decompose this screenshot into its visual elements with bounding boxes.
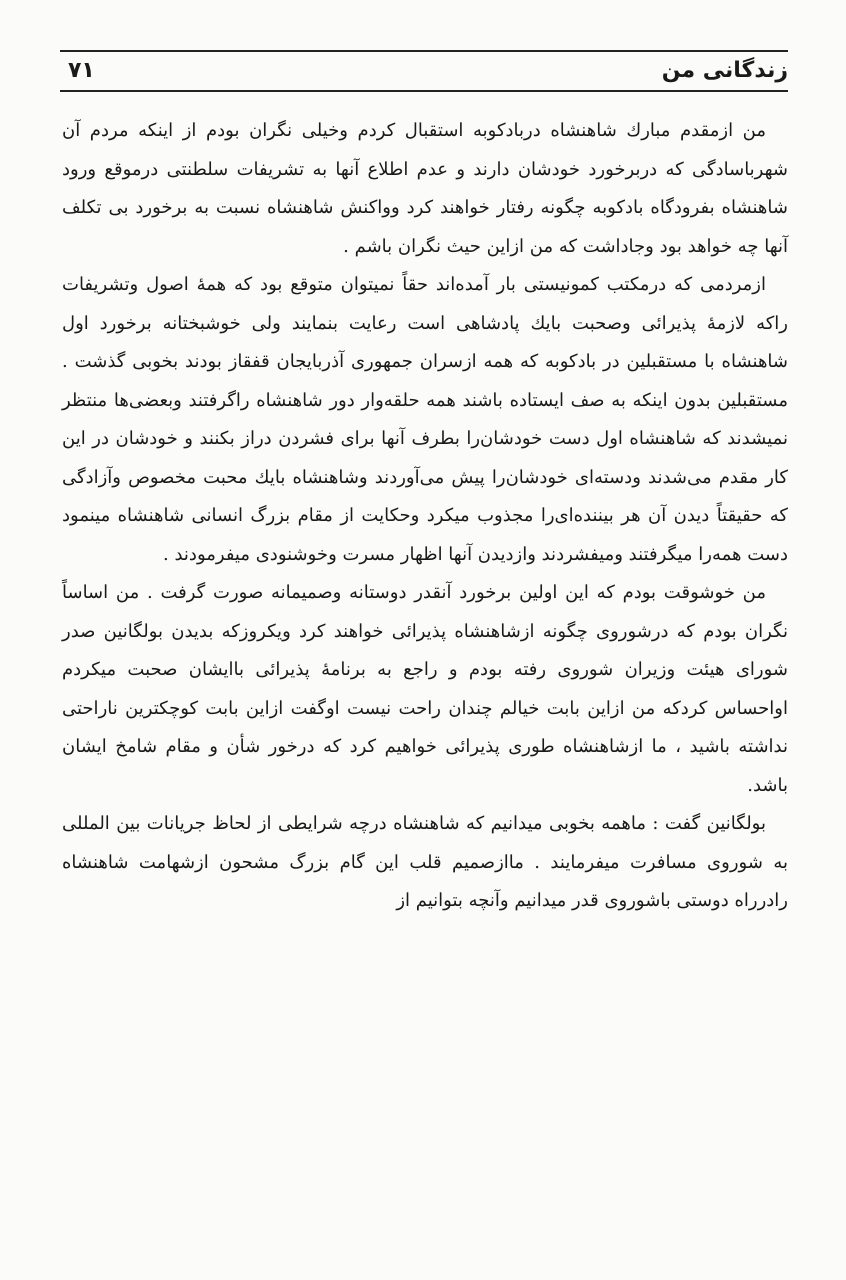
paragraph-3: من خوشوقت بودم که این اولین برخورد آنقدر دوستانه وصمیمانه صورت گرفت . من اساساً نگران بودم که درشوروی چگونه ازشاهنشاه پذیرائی خواهند کرد ویکروزکه بدیدن بولگانین صدر شورای هیئت وزیران شوروی رفته بودم و راجع به برنامهٔ پذیرائی باایشان صحبت میکردم اواحساس کردکه من ازاین بابت خیالم چندان راحت نیست اوگفت ازاین بابت کوچکترین ناراحتی نداشته باشید ، ما ازشاهنشاه طوری پذیرائی خواهیم کرد که درخور شأن و مقام شامخ ایشان باشد. [62,582,788,796]
header-top-rule [60,50,788,52]
paragraph-2: ازمردمی که درمکتب کمونیستی بار آمده‌اند حقاً نمیتوان متوقع بود که همهٔ اصول وتشریفات راکه لازمهٔ پذیرائی وصحبت بایك پادشاهی است رعایت بنمایند ولی خوشبختانه برخورد اول شاهنشاه با مستقبلین در بادکوبه که همه ازسران جمهوری آذربایجان قفقاز بودند بخوبی گذشت . مستقبلین بدون اینکه به صف ایستاده باشند همه حلقه‌وار دور شاهنشاه راگرفتند وبعضی‌ها منتظر نمیشدند که شاهنشاه اول دست خودشان‌را بطرف آنها برای فشردن دراز بکنند و خودشان در این کار مقدم می‌شدند ودسته‌ای خودشان‌را پیش می‌آوردند وشاهنشاه بایك محبت مخصوص وآزادگی که حقیقتاً دیدن آن هر بیننده‌ای‌را مجذوب میکرد وحکایت از مقام بزرگ انسانی شاهنشاه مینمود دست همه‌را میگرفتند ومیفشردند وازدیدن آنها اظهار مسرت وخوشنودی میفرمودند . [62,274,788,565]
body-text [62,112,788,921]
header-bottom-rule [60,90,788,92]
page-number: ۷۱ [68,58,95,83]
paragraph-4: بولگانین گفت : ماهمه بخوبی میدانیم که شاهنشاه درچه شرایطی از لحاظ جریانات بین المللی به شوروی مسافرت میفرمایند . ماازصمیم قلب این گام بزرگ مشحون ازشهامت شاهنشاه رادرراه دوستی باشوروی قدر میدانیم وآنچه بتوانیم از [62,813,788,911]
page-header [60,50,788,90]
running-title: زندگانی من [661,58,788,83]
paragraph-1: من ازمقدم مبارك شاهنشاه دربادکوبه استقبال کردم وخیلی نگران بودم از اینکه مردم آن شهرباسادگی که دربرخورد خودشان دارند و عدم اطلاع آنها به تشریفات سلطنتی درموقع ورود شاهنشاه بفرودگاه بادکوبه چگونه رفتار خواهند کرد وواکنش شاهنشاه نسبت به برخورد بی تکلف آنها چه خواهد بود وجاداشت که من ازاین حیث نگران باشم . [62,120,788,257]
